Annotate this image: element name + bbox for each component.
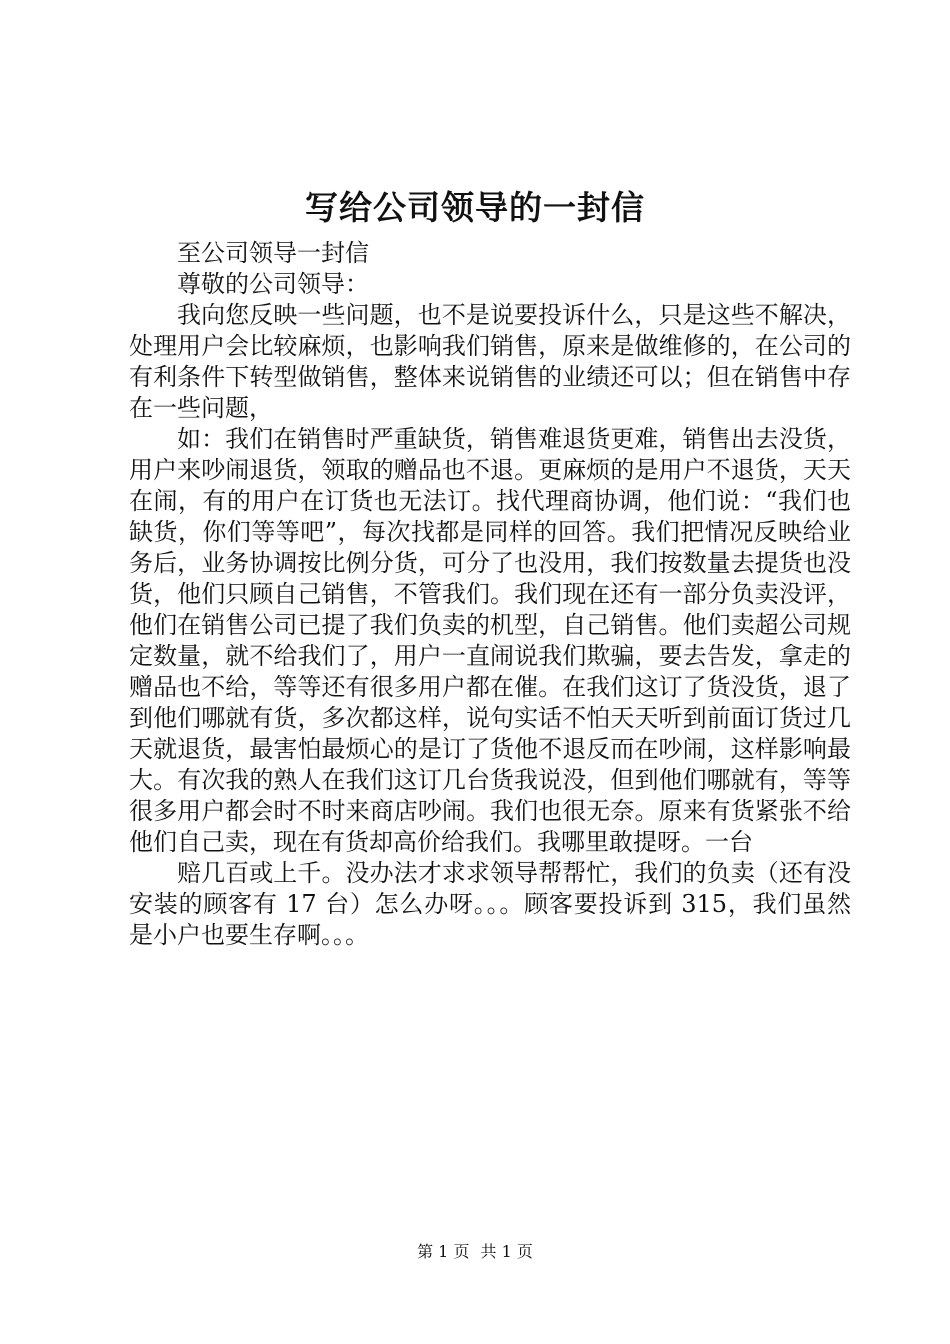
page-footer bbox=[0, 1240, 950, 1264]
page-number: 第 1 页 bbox=[417, 1242, 470, 1261]
paragraph-details: 如：我们在销售时严重缺货，销售难退货更难，销售出去没货，用户来吵闹退货，领取的赠品也不退。更麻烦的是用户不退货，天天在闹，有的用户在订货也无法订。找代理商协调，他们说：“我们也缺货，你们等等吧”，每次找都是同样的回答。我们把情况反映给业务后，业务协调按比例分货，可分了也没用，我们按数量去提货也没货，他们只顾自己销售，不管我们。我们现在还有一部分负卖没评，他们在销售公司已提了我们负卖的机型，自己销售。他们卖超公司规定数量，就不给我们了，用户一直闹说我们欺骗，要去告发，拿走的赠品也不给，等等还有很多用户都在催。在我们这订了货没货，退了到他们哪就有货，多次都这样，说句实话不怕天天听到前面订货过几天就退货，最害怕最烦心的是订了货他不退反而在吵闹，这样影响最大。有次我的熟人在我们这订几台货我说没，但到他们哪就有，等等很多用户都会时不时来商店吵闹。我们也很无奈。原来有货紧张不给他们自己卖，现在有货却高价给我们。我哪里敢提呀。一台 bbox=[129, 425, 851, 856]
page-total: 共 1 页 bbox=[480, 1242, 533, 1261]
salutation: 尊敬的公司领导： bbox=[177, 270, 369, 298]
letter-heading: 至公司领导一封信 bbox=[177, 239, 369, 267]
document-title: 写给公司领导的一封信 bbox=[305, 188, 645, 227]
letter-body bbox=[129, 238, 851, 951]
paragraph-intro: 我向您反映一些问题，也不是说要投诉什么，只是这些不解决，处理用户会比较麻烦，也影响我们销售，原来是做维修的，在公司的有利条件下转型做销售，整体来说销售的业绩还可以；但在销售中存在一些问题， bbox=[129, 301, 851, 422]
paragraph-closing: 赔几百或上千。没办法才求求领导帮帮忙，我们的负卖（还有没安装的顾客有 17 台）怎么办呀。。。顾客要投诉到 315，我们虽然是小户也要生存啊。。。 bbox=[129, 859, 851, 949]
